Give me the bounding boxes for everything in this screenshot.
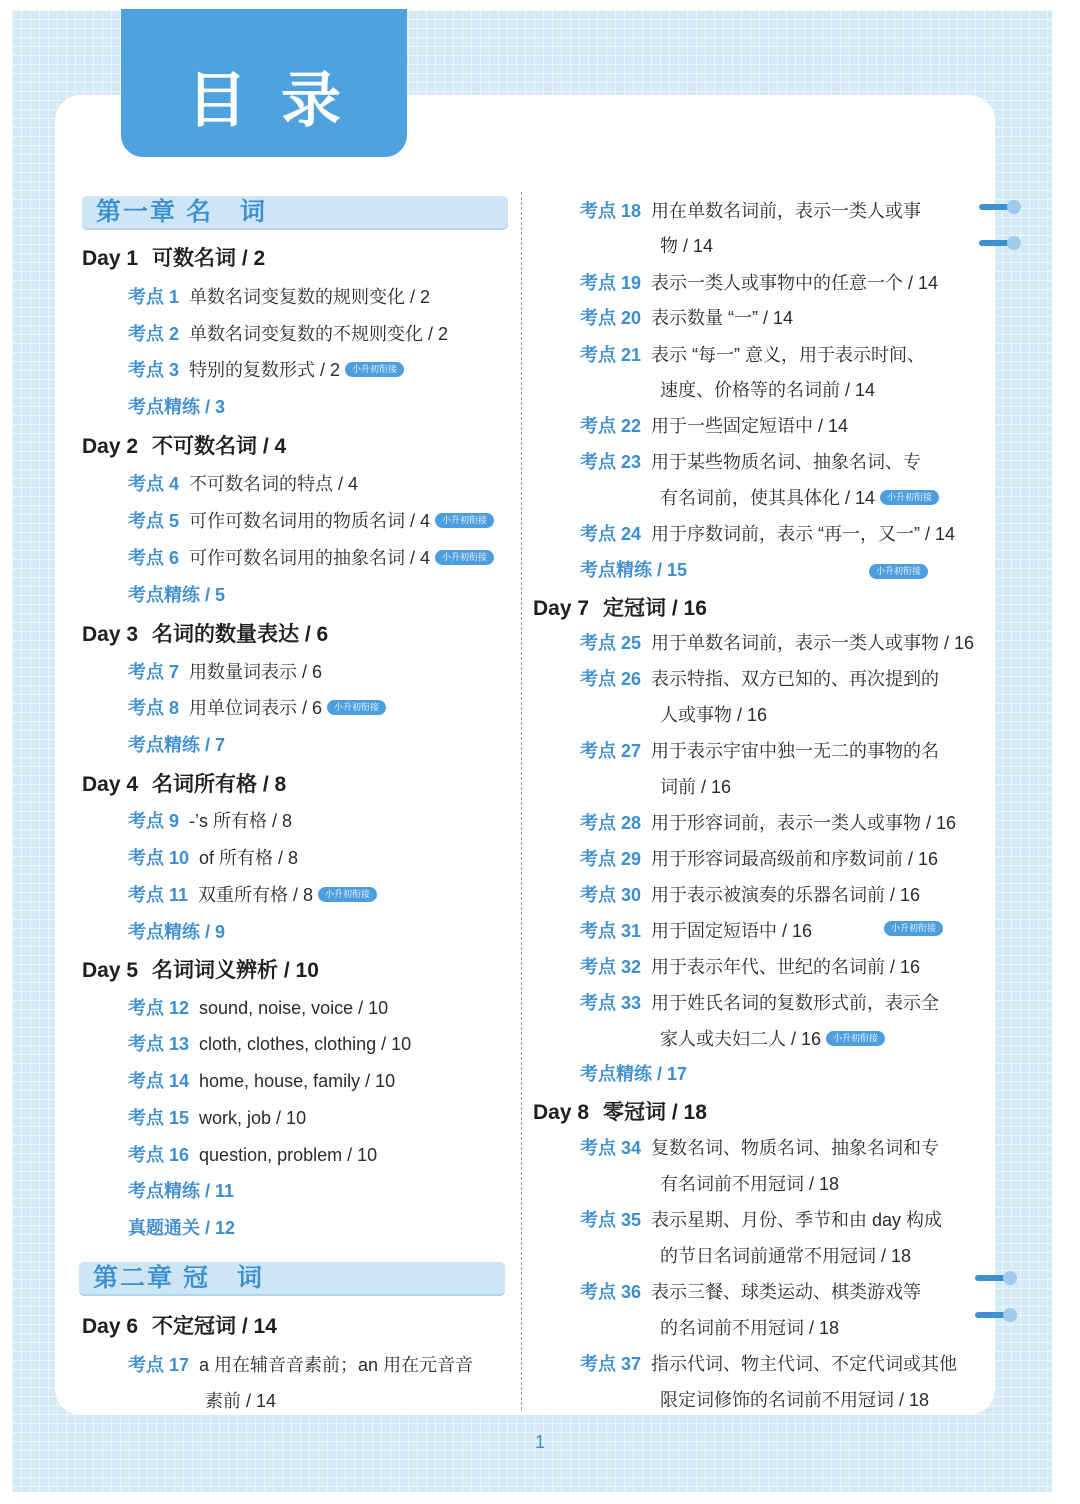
day-heading [82, 430, 286, 460]
topic-label: 考点 15 [128, 1108, 190, 1128]
topic-label: 考点 14 [128, 1071, 190, 1091]
topic-entry [128, 1141, 377, 1167]
topic-text: -’s 所有格 / 8 [189, 811, 293, 831]
topic-text: 用于一些固定短语中 / 14 [651, 416, 849, 436]
topic-label: 考点 5 [128, 511, 180, 531]
day-heading [533, 592, 707, 622]
day-title: 不可数名词 / 4 [152, 435, 287, 458]
topic-label: 考点 6 [128, 548, 180, 568]
topic-entry [128, 470, 358, 496]
chapter-2-header: 第二章 冠 词 [79, 1262, 505, 1294]
practice-text: 考点精练 / 17 [580, 1064, 688, 1084]
topic-text: 用于表示宇宙中独一无二的事物的名 [651, 741, 940, 761]
topic-text: 用于姓氏名词的复数形式前，表示全 [651, 993, 940, 1013]
topic-label: 考点 33 [580, 993, 642, 1013]
topic-label: 考点 28 [580, 813, 642, 833]
topic-label: 考点 2 [128, 324, 180, 344]
topic-continuation [660, 484, 939, 510]
day-title: 名词词义辨析 / 10 [152, 959, 319, 982]
topic-entry [580, 304, 793, 330]
day-label: Day 8 [533, 1101, 590, 1124]
day-label: Day 3 [82, 623, 139, 646]
practice-link [128, 731, 225, 757]
practice-link [580, 1060, 687, 1086]
topic-continuation [660, 701, 767, 727]
topic-entry [128, 844, 298, 870]
topic-entry [580, 520, 955, 546]
topic-entry [580, 1278, 921, 1304]
day-label: Day 6 [82, 1315, 139, 1338]
topic-text: 不可数名词的特点 / 4 [189, 474, 359, 494]
practice-text: 考点精练 / 5 [128, 585, 226, 605]
topic-entry [128, 283, 430, 309]
day-title: 定冠词 / 16 [603, 597, 707, 620]
topic-text: 用于单数名词前，表示一类人或事物 / 16 [651, 633, 975, 653]
topic-label: 考点 30 [580, 885, 642, 905]
topic-text: 用单位词表示 / 6 [189, 698, 323, 718]
page-number: 1 [534, 1432, 545, 1452]
topic-text: 用于表示被演奏的乐器名词前 / 16 [651, 885, 921, 905]
binder-ring [975, 200, 1021, 214]
topic-text: 限定词修饰的名词前不用冠词 / 18 [660, 1390, 930, 1410]
practice-link [128, 1214, 235, 1240]
topic-text: 用于序数词前，表示 “再一，又一” / 14 [651, 524, 956, 544]
topic-entry [128, 1104, 306, 1130]
topic-text: 有名词前，使其具体化 / 14 [660, 488, 876, 508]
day-label: Day 2 [82, 435, 139, 458]
topic-label: 考点 4 [128, 474, 180, 494]
practice-text: 考点精练 / 3 [128, 397, 226, 417]
topic-text: 表示特指、双方已知的、再次提到的 [651, 669, 940, 689]
topic-entry [580, 1350, 957, 1376]
badge: 小升初衔接 [318, 887, 377, 902]
binder-ring [975, 236, 1021, 250]
day-heading [82, 768, 286, 798]
topic-entry [128, 994, 388, 1020]
topic-label: 考点 17 [128, 1355, 190, 1375]
topic-label: 考点 36 [580, 1282, 642, 1302]
topic-continuation [660, 1386, 929, 1412]
topic-label: 考点 11 [128, 885, 189, 905]
practice-text: 考点精练 / 11 [128, 1181, 235, 1201]
topic-label: 考点 7 [128, 662, 180, 682]
topic-label: 考点 3 [128, 360, 180, 380]
topic-text: 表示数量 “一” / 14 [651, 308, 794, 328]
topic-label: 考点 37 [580, 1354, 642, 1374]
topic-entry [128, 1030, 411, 1056]
badge-floating-2: 小升初衔接 [884, 921, 943, 936]
topic-entry [580, 809, 956, 835]
day-heading [82, 242, 265, 272]
topic-label: 考点 9 [128, 811, 180, 831]
topic-entry [580, 412, 848, 438]
topic-entry [580, 341, 925, 367]
topic-text: 家人或夫妇二人 / 16 [660, 1029, 822, 1049]
topic-text: question, problem / 10 [199, 1145, 378, 1165]
topic-entry [128, 807, 292, 833]
topic-continuation [660, 773, 731, 799]
practice-link [128, 1177, 234, 1203]
topic-label: 考点 12 [128, 998, 190, 1018]
practice-text: 考点精练 / 15 [580, 560, 688, 580]
page-title: 目录 [187, 66, 375, 136]
day-title: 不定冠词 / 14 [152, 1315, 277, 1338]
topic-label: 考点 20 [580, 308, 642, 328]
topic-label: 考点 34 [580, 1138, 642, 1158]
topic-text: 可作可数名词用的抽象名词 / 4 [189, 548, 431, 568]
topic-text: 用于固定短语中 / 16 [651, 921, 813, 941]
day-heading [82, 1310, 277, 1340]
badge-floating-1: 小升初衔接 [869, 564, 928, 579]
topic-entry [580, 917, 812, 943]
topic-entry [580, 269, 938, 295]
topic-text: 复数名词、物质名词、抽象名词和专 [651, 1138, 940, 1158]
topic-entry [580, 197, 921, 223]
topic-entry [128, 356, 404, 382]
topic-text: a 用在辅音音素前；an 用在元音音 [199, 1355, 474, 1375]
topic-text: 用于形容词前，表示一类人或事物 / 16 [651, 813, 957, 833]
day-label: Day 7 [533, 597, 590, 620]
practice-text: 考点精练 / 7 [128, 735, 226, 755]
practice-text: 考点精练 / 9 [128, 922, 226, 942]
topic-continuation [660, 232, 713, 258]
topic-continuation [205, 1387, 276, 1413]
topic-continuation [660, 1242, 911, 1268]
topic-text: 的节日名词前通常不用冠词 / 18 [660, 1246, 912, 1266]
day-title: 可数名词 / 2 [152, 247, 266, 270]
topic-text: 指示代词、物主代词、不定代词或其他 [651, 1354, 958, 1374]
topic-text: work, job / 10 [199, 1108, 307, 1128]
title-tab [121, 9, 407, 157]
practice-link [128, 918, 225, 944]
topic-label: 考点 32 [580, 957, 642, 977]
day-title: 名词的数量表达 / 6 [152, 623, 329, 646]
topic-label: 考点 27 [580, 741, 642, 761]
topic-entry [580, 629, 974, 655]
day-heading [533, 1096, 707, 1126]
column-divider [521, 192, 522, 1410]
topic-text: 的名词前不用冠词 / 18 [660, 1318, 840, 1338]
topic-continuation [660, 1170, 839, 1196]
topic-text: 有名词前不用冠词 / 18 [660, 1174, 840, 1194]
topic-text: 表示 “每一” 意义，用于表示时间、 [651, 345, 926, 365]
topic-label: 考点 8 [128, 698, 180, 718]
topic-label: 考点 31 [580, 921, 642, 941]
topic-label: 考点 25 [580, 633, 642, 653]
topic-entry [580, 845, 938, 871]
topic-text: 用在单数名词前，表示一类人或事 [651, 201, 922, 221]
topic-entry [128, 544, 494, 570]
topic-label: 考点 19 [580, 273, 642, 293]
topic-label: 考点 24 [580, 524, 642, 544]
topic-label: 考点 22 [580, 416, 642, 436]
topic-entry [128, 1351, 473, 1377]
badge: 小升初衔接 [435, 550, 494, 565]
topic-text: home, house, family / 10 [199, 1071, 396, 1091]
day-heading [82, 954, 319, 984]
topic-continuation [660, 1025, 885, 1051]
practice-link [580, 556, 687, 582]
topic-label: 考点 16 [128, 1145, 190, 1165]
badge: 小升初衔接 [327, 700, 386, 715]
topic-text: 物 / 14 [660, 236, 714, 256]
topic-entry [580, 989, 939, 1015]
topic-label: 考点 21 [580, 345, 642, 365]
topic-entry [580, 1134, 939, 1160]
topic-entry [128, 881, 377, 907]
chapter-1-header: 第一章 名 词 [82, 196, 508, 228]
day-title: 名词所有格 / 8 [152, 773, 287, 796]
topic-continuation [660, 376, 875, 402]
topic-text: of 所有格 / 8 [199, 848, 299, 868]
practice-link [128, 393, 225, 419]
topic-text: sound, noise, voice / 10 [199, 998, 389, 1018]
topic-text: 用数量词表示 / 6 [189, 662, 323, 682]
topic-text: 用于表示年代、世纪的名词前 / 16 [651, 957, 921, 977]
topic-text: 单数名词变复数的规则变化 / 2 [189, 287, 431, 307]
topic-label: 考点 1 [128, 287, 180, 307]
topic-text: 表示一类人或事物中的任意一个 / 14 [651, 273, 939, 293]
topic-label: 考点 13 [128, 1034, 190, 1054]
topic-entry [580, 881, 920, 907]
practice-link [128, 581, 225, 607]
day-title: 零冠词 / 18 [603, 1101, 707, 1124]
day-label: Day 1 [82, 247, 139, 270]
binder-ring [971, 1271, 1017, 1285]
topic-continuation [660, 1314, 839, 1340]
topic-entry [580, 737, 939, 763]
topic-entry [128, 320, 448, 346]
topic-text: 用于某些物质名词、抽象名词、专 [651, 452, 922, 472]
topic-entry [580, 448, 921, 474]
day-label: Day 5 [82, 959, 139, 982]
topic-text: 可作可数名词用的物质名词 / 4 [189, 511, 431, 531]
topic-entry [580, 1206, 942, 1232]
topic-text: 双重所有格 / 8 [198, 885, 314, 905]
badge: 小升初衔接 [435, 513, 494, 528]
topic-text: 表示星期、月份、季节和由 day 构成 [651, 1210, 943, 1230]
topic-entry [580, 953, 920, 979]
topic-entry [128, 694, 386, 720]
topic-entry [128, 1067, 395, 1093]
topic-label: 考点 18 [580, 201, 642, 221]
topic-label: 考点 29 [580, 849, 642, 869]
topic-text: 特别的复数形式 / 2 [189, 360, 341, 380]
topic-entry [128, 658, 322, 684]
topic-text: 用于形容词最高级前和序数词前 / 16 [651, 849, 939, 869]
topic-label: 考点 26 [580, 669, 642, 689]
topic-label: 考点 35 [580, 1210, 642, 1230]
topic-text: 素前 / 14 [205, 1391, 277, 1411]
topic-entry [580, 665, 939, 691]
badge: 小升初衔接 [826, 1031, 885, 1046]
badge: 小升初衔接 [345, 362, 404, 377]
binder-ring [971, 1308, 1017, 1322]
topic-label: 考点 10 [128, 848, 190, 868]
topic-text: 单数名词变复数的不规则变化 / 2 [189, 324, 449, 344]
topic-text: 词前 / 16 [660, 777, 732, 797]
topic-entry [128, 507, 494, 533]
topic-label: 考点 23 [580, 452, 642, 472]
topic-text: 人或事物 / 16 [660, 705, 768, 725]
topic-text: cloth, clothes, clothing / 10 [199, 1034, 412, 1054]
topic-text: 速度、价格等的名词前 / 14 [660, 380, 876, 400]
badge: 小升初衔接 [880, 490, 939, 505]
practice-text: 真题通关 / 12 [128, 1218, 236, 1238]
day-label: Day 4 [82, 773, 139, 796]
day-heading [82, 618, 328, 648]
topic-text: 表示三餐、球类运动、棋类游戏等 [651, 1282, 922, 1302]
